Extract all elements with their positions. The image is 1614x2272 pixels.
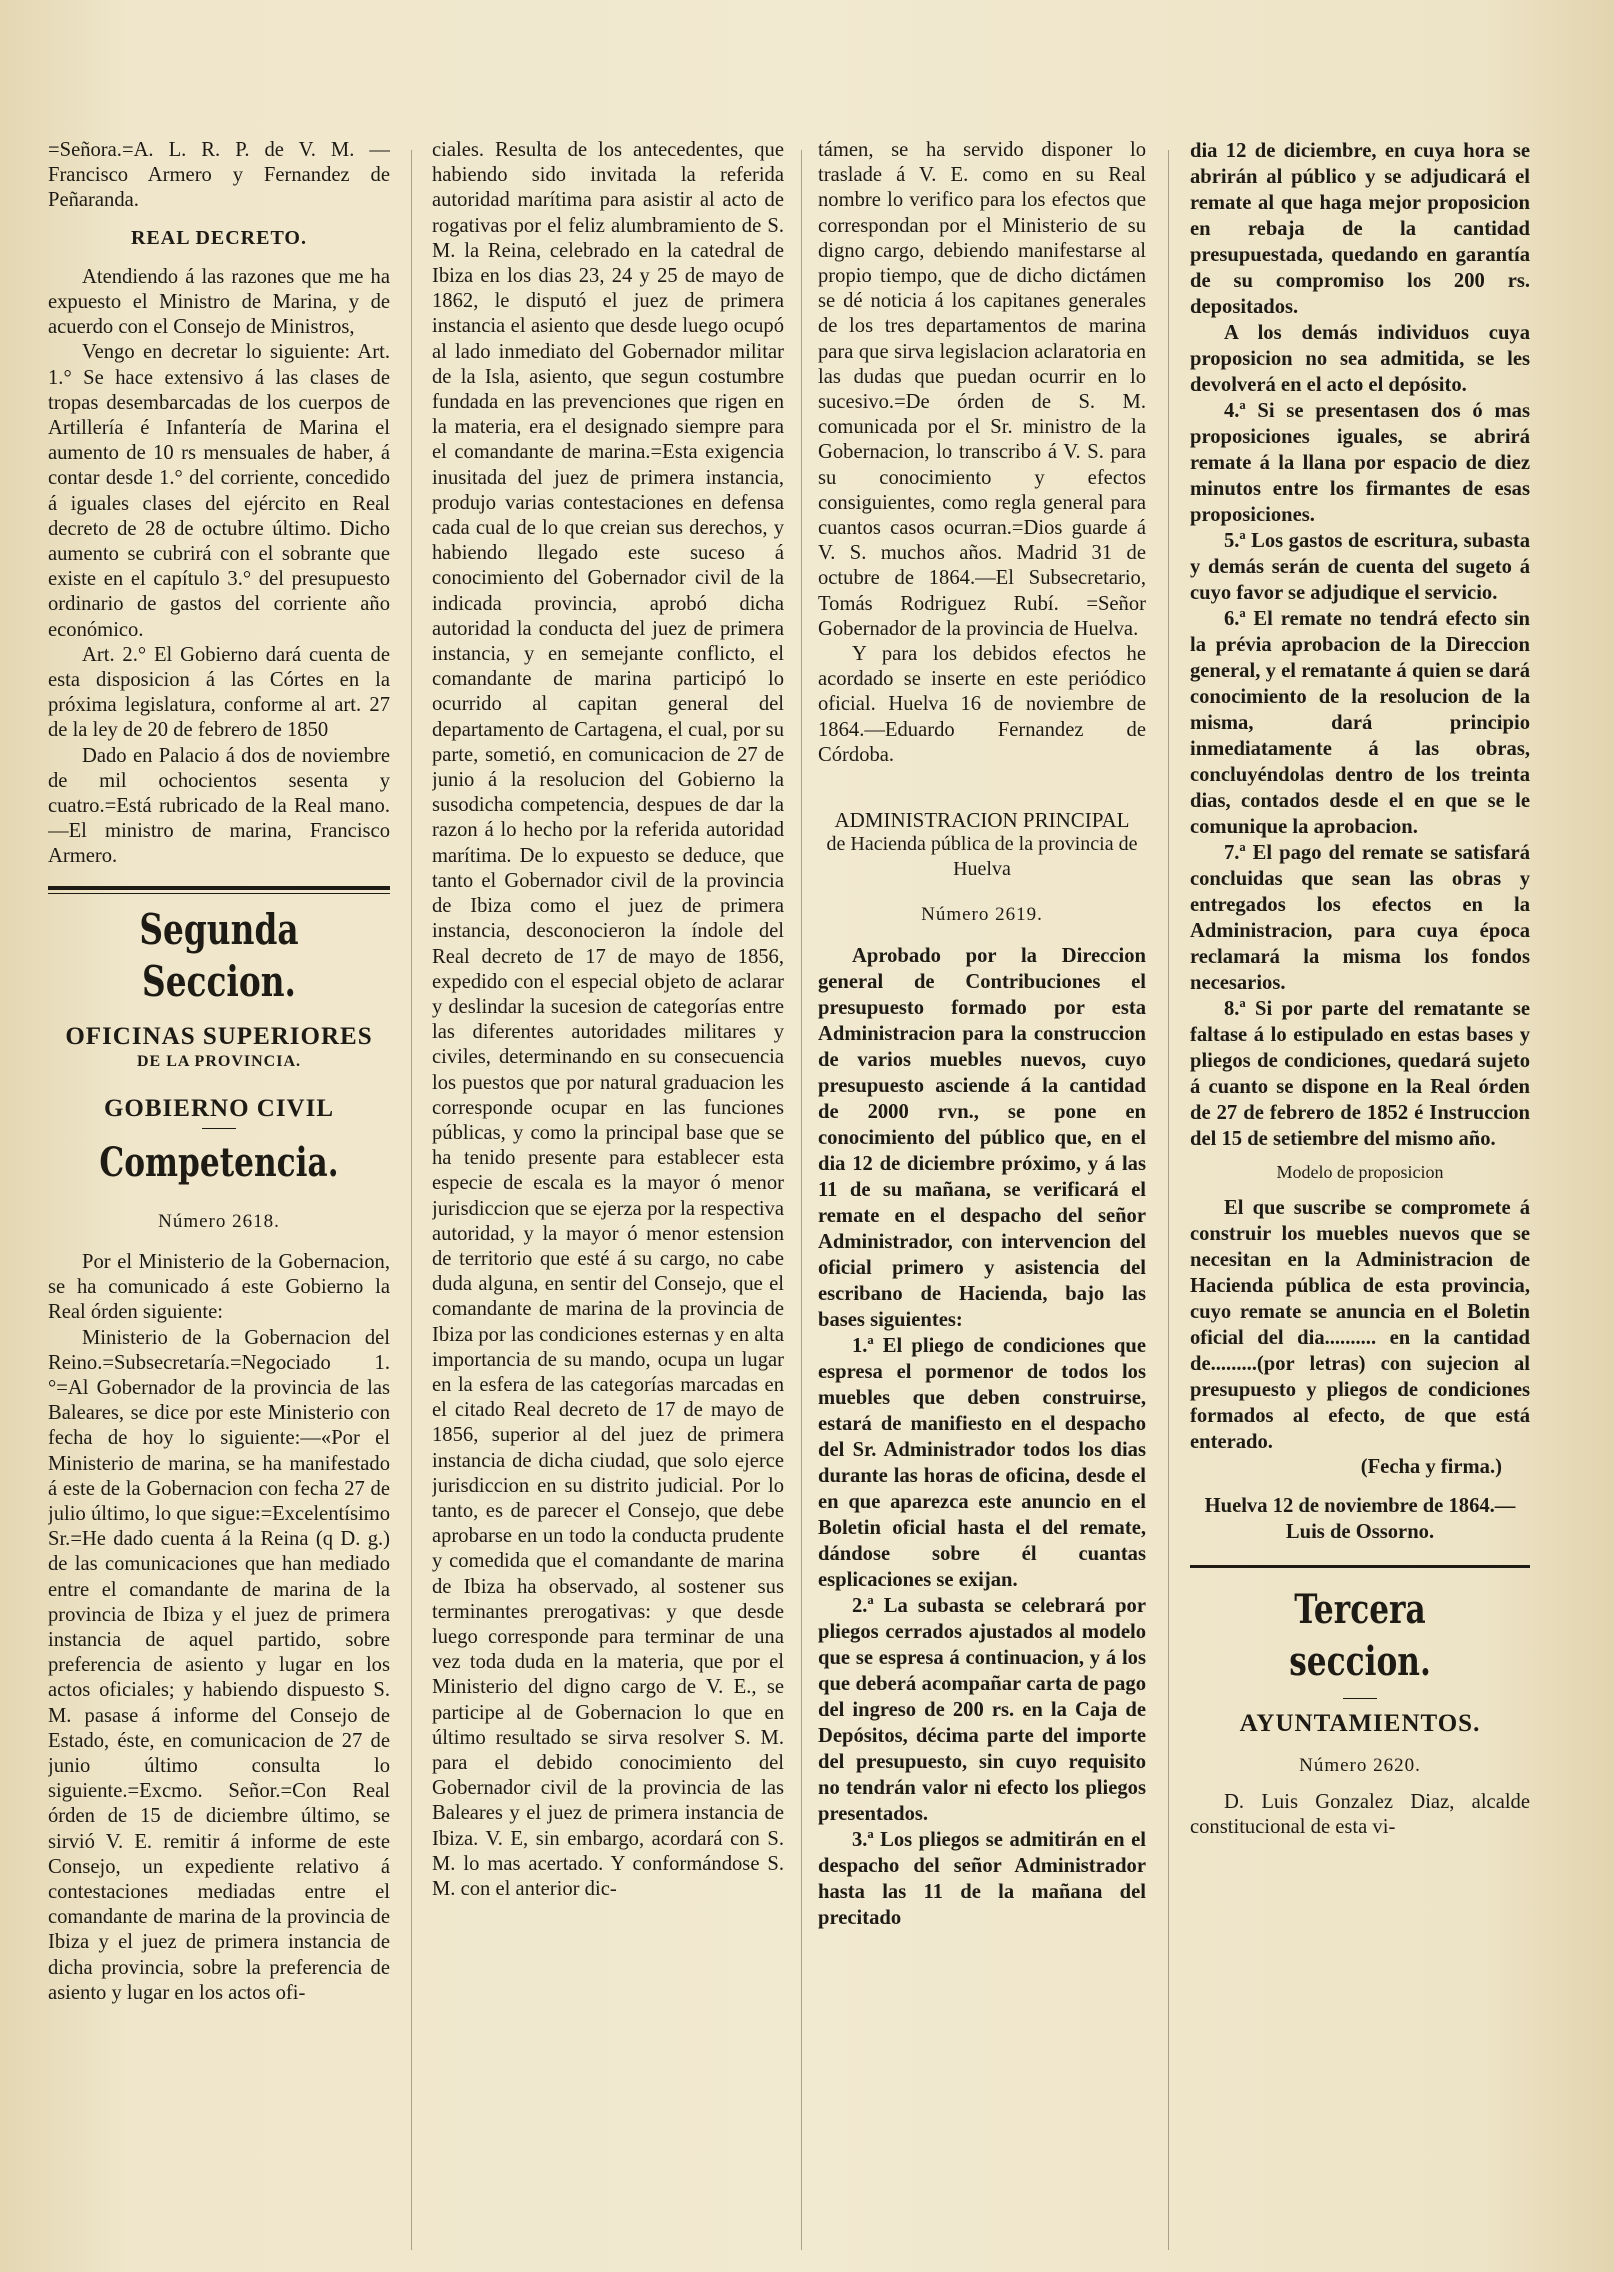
heading-provincia: DE LA PROVINCIA. — [136, 1052, 301, 1070]
paragraph: 3.ª Los pliegos se admitirán en el despacho del señor Administrador hasta las 11 de la mañana del precitado — [818, 1829, 1146, 1930]
paragraph: Por el Ministerio de la Gobernacion, se ha comunicado á este Gobierno la Real órden siguiente: — [48, 1250, 390, 1324]
paragraph: 2.ª La subasta se celebrará por pliegos cerrados ajustados al modelo que se espresa á continuacion, y á los que deberá acompañar carta de pago del ingreso de 200 rs. en la Caja de Depósitos, décima parte del importe del presupuesto, sin cuyo requisito no tendrán valor ni efecto los pliegos presentados. — [818, 1595, 1146, 1826]
paragraph: Art. 2.° El Gobierno dará cuenta de esta disposicion á las Córtes en la próxima legislatura, conforme al art. 27 de la ley de 20 de febrero de 1850 — [48, 643, 390, 742]
paragraph: Dado en Palacio á dos de noviembre de mil ochocientos sesenta y cuatro.=Está rubricado de la Real mano.—El ministro de marina, Francisco Armero. — [48, 744, 390, 868]
paragraph: El que suscribe se compromete á construir los muebles nuevos que se necesitan en la Administracion de Hacienda pública de esta provincia, cuyo remate se anuncia en el Boletin oficial del dia.......... en la cantidad de.........(por letras) con sujecion al presupuesto y pliegos de condiciones formados al efecto, de que está enterado. — [1190, 1197, 1530, 1454]
heading-administracion: ADMINISTRACION PRINCIPAL — [834, 808, 1130, 833]
paragraph: dia 12 de diciembre, en cuya hora se abrirán al público y se adjudicará el remate al que haga mejor proposicion en rebaja de la cantidad presupuestada, quedando en garantía de su compromiso los 200 rs. depositados. — [1190, 140, 1530, 318]
column-divider — [411, 150, 412, 2250]
paragraph: Aprobado por la Direccion general de Contribuciones el presupuesto formado por esta Administracion para la construccion de varios muebles nuevos, cuyo presupuesto asciende á la cantidad de 2000 rvn., se pone en conocimiento del público que, en el dia 12 de diciembre próximo, y á las 11 de su mañana, se verificará el remate en el despacho del señor Administrador, con intervencion del oficial primero y asistencia del escribano de Hacienda, bajo las bases siguientes: — [818, 945, 1146, 1332]
numero-label: Número 2619. — [921, 904, 1043, 926]
section-title: Tercera seccion. — [1289, 1585, 1431, 1685]
heading-hacienda: de Hacienda pública de la provincia de Huelva — [826, 833, 1138, 881]
numero-label: Número 2620. — [1299, 1754, 1421, 1776]
section-rule — [1190, 1565, 1530, 1568]
paragraph: Y para los debidos efectos he acordado se inserte en este periódico oficial. Huelva 16 de noviembre de 1864.—Eduardo Fernandez de Córdoba. — [818, 643, 1146, 766]
heading-modelo: Modelo de proposicion — [1276, 1162, 1444, 1182]
column-divider — [801, 150, 802, 2250]
heading-gobierno-civil: GOBIERNO CIVIL — [103, 1094, 334, 1122]
paragraph: 7.ª El pago del remate se satisfará concluidas que sean las obras y entregados los efectos en la Administracion, para cuya época reclamará la misma los fondos necesarios. — [1190, 842, 1530, 994]
numero-label: Número 2618. — [158, 1210, 280, 1232]
section-rule — [48, 886, 390, 894]
paragraph: Atendiendo á las razones que me ha expuesto el Ministro de Marina, y de acuerdo con el Consejo de Ministros, — [48, 265, 390, 339]
date-signature: Huelva 12 de noviembre de 1864.—Luis de Ossorno. — [1204, 1495, 1516, 1543]
heading-ayuntamientos: AYUNTAMIENTOS. — [1239, 1709, 1481, 1737]
heading-real-decreto: REAL DECRETO. — [130, 226, 307, 249]
paragraph: Vengo en decretar lo siguiente: Art. 1.° Se hace extensivo á las clases de tropas desembarcadas de los cuerpos de Artillería é Infantería de Marina el aumento de 10 rs mensuales de haber, á contar desde 1.° del corriente, concedido á iguales clases del ejército en Real decreto de 28 de octubre último. Dicho aumento se cubrirá con el sobrante que existe en el capítulo 3.° del presupuesto ordinario de gastos del corriente año económico. — [48, 341, 390, 641]
paragraph: 6.ª El remate no tendrá efecto sin la prévia aprobacion de la Direccion general, y el rematante á quien se dará conocimiento de la resolucion de la misma, dará principio inmediatamente á las obras, concluyéndolas dentro de los treinta dias, contados desde el en que se le comunique la aprobacion. — [1190, 608, 1530, 838]
section-title: Segunda Seccion. — [139, 904, 299, 1006]
column-2 — [432, 138, 784, 2258]
paragraph: A los demás individuos cuya proposicion no sea admitida, se les devolverá en el acto el depósito. — [1190, 322, 1530, 396]
heading-oficinas: OFICINAS SUPERIORES — [65, 1022, 373, 1050]
divider — [202, 1128, 236, 1129]
heading-competencia: Competencia. — [99, 1138, 339, 1186]
divider — [1343, 1698, 1377, 1699]
column-1 — [48, 138, 390, 2258]
paragraph: támen, se ha servido disponer lo traslade á V. E. como en su Real nombre lo verifico para los efectos que correspondan por el Ministerio de su digno cargo, debiendo manifestarse al propio tiempo, que de dicho dictámen se dé noticia á los capitanes generales de los tres departamentos de marina para que sirva legislacion aclaratoria en las dudas que puedan ocurrir en lo sucesivo.=De órden de S. M. comunicada por el Sr. ministro de la Gobernacion, lo transcribo á V. S. para su conocimiento y efectos consiguientes, como regla general para cuantos casos ocurran.=Dios guarde á V. S. muchos años. Madrid 31 de octubre de 1864.—El Subsecretario, Tomás Rodriguez Rubí. =Señor Gobernador de la provincia de Huelva. — [818, 139, 1146, 640]
column-3 — [818, 138, 1146, 2258]
paragraph: 5.ª Los gastos de escritura, subasta y demás serán de cuenta del sugeto á cuyo favor se adjudique el servicio. — [1190, 530, 1530, 604]
paragraph: 8.ª Si por parte del rematante se faltase á lo estipulado en estas bases y pliegos de condiciones, quedará sujeto á cuanto se dispone en la Real órden de 27 de febrero de 1852 é Instruccion del 15 de setiembre del mismo año. — [1190, 998, 1530, 1150]
column-divider — [1168, 150, 1169, 2250]
paragraph: =Señora.=A. L. R. P. de V. M. —Francisco Armero y Fernandez de Peñaranda. — [48, 139, 390, 212]
paragraph: 1.ª El pliego de condiciones que espresa el pormenor de todos los muebles que deben construirse, estará de manifiesto en el despacho del Sr. Administrador todos los dias durante las horas de oficina, desde el en que aparezca este anuncio en el Boletin oficial hasta el del remate, dándose sobre él cuantas esplicaciones se exijan. — [818, 1335, 1146, 1592]
signature-line: (Fecha y firma.) — [1360, 1456, 1502, 1479]
paragraph: D. Luis Gonzalez Diaz, alcalde constitucional de esta vi- — [1190, 1791, 1530, 1839]
paragraph: Ministerio de la Gobernacion del Reino.=Subsecretaría.=Negociado 1.°=Al Gobernador de la provincia de las Baleares, se dice por este Ministerio con fecha de hoy lo siguiente:—«Por el Ministerio de marina, se ha manifestado á este de la Gobernacion con fecha 27 de julio último, lo que sigue:=Excelentísimo Sr.=He dado cuenta á la Reina (q D. g.) de las comunicaciones que han mediado entre el comandante de marina de la provincia de Ibiza y el juez de primera instancia de aquel partido, sobre preferencia de asiento y lugar en los actos oficiales; y habiendo dispuesto S. M. pasase á informe del Consejo de Estado, éste, en comunicacion de 27 de junio último consulta lo siguiente.=Excmo. Señor.=Con Real órden de 15 de diciembre último, se sirvió V. E. remitir á informe de este Consejo, un expediente relativo á contestaciones mediadas entre el comandante de marina de la provincia de Ibiza y el juez de primera instancia de dicha provincia, sobre la preferencia de asiento y lugar en los actos ofi- — [48, 1326, 390, 2004]
paragraph: 4.ª Si se presentasen dos ó mas proposiciones iguales, se abrirá remate á la llana por espacio de diez minutos entre los firmantes de esas proposiciones. — [1190, 400, 1530, 526]
column-4 — [1190, 138, 1530, 2258]
paragraph: ciales. Resulta de los antecedentes, que habiendo sido invitada la referida autoridad marítima para asistir al acto de rogativas por el feliz alumbramiento de S. M. la Reina, celebrado en la catedral de Ibiza en los dias 23, 24 y 25 de mayo de 1862, le disputó el juez de primera instancia el asiento que desde luego ocupó al lado inmediato del Gobernador militar de la Isla, asiento, que segun costumbre fundada en las prevenciones que rigen en la materia, era el designado siempre para el comandante de marina.=Esta exigencia inusitada del juez de primera instancia, produjo varias contestaciones en defensa cada cual de lo que creian sus derechos, y habiendo llegado este suceso á conocimiento del Gobernador civil de la indicada provincia, aprobó dicha autoridad la conducta del juez de primera instancia, y en semejante conflicto, el comandante de marina participó lo ocurrido al capitan general del departamento de Cartagena, el cual, por su parte, sometió, en comunicacion de 27 de junio á la resolucion del Gobierno la susodicha competencia, despues de dar la razon á lo hecho por la referida autoridad marítima. De lo expuesto se deduce, que tanto el Gobernador civil de la provincia de Ibiza como el juez de primera instancia, desconocieron la índole del Real decreto de 17 de mayo de 1856, expedido con el especial objeto de aclarar y deslindar la sucesion de categorías entre las diferentes autoridades militares y civiles, determinando en su consecuencia los puestos que por natural graduacion les corresponde ocupar en las funciones públicas, y como la principal base que se ha tenido presente para establecer esta especie de escala es la mayor ó menor jurisdiccion que se ejerza por la respectiva autoridad, y la mayor ó menor estension de territorio que esté á su cargo, no cabe duda alguna, en sentir del Consejo, que el comandante de marina de la provincia de Ibiza por las condiciones esternas y en alta importancia de su mando, ocupa un lugar en la esfera de las categorías marcadas en el citado Real decreto de 17 de mayo de 1856, superior al del juez de primera instancia de dicha ciudad, que solo ejerce jurisdiccion en su distrito judicial. Por lo tanto, es de parecer el Consejo, que debe aprobarse en un todo la conducta prudente y comedida que el comandante de marina de Ibiza ha observado, al sostener sus terminantes prerogativas: y que desde luego corresponde para terminar de una vez toda duda en la materia, que por el Ministerio del digno cargo de V. E., se participe al de Gobernacion lo que en último resultado se sirva resolver S. M. para el debido conocimiento del Gobernador civil de la provincia de las Baleares y el juez de primera instancia de Ibiza. V. E, sin embargo, acordará con S. M. lo mas acertado. Y conformándose S. M. con el anterior dic- — [432, 139, 784, 1901]
